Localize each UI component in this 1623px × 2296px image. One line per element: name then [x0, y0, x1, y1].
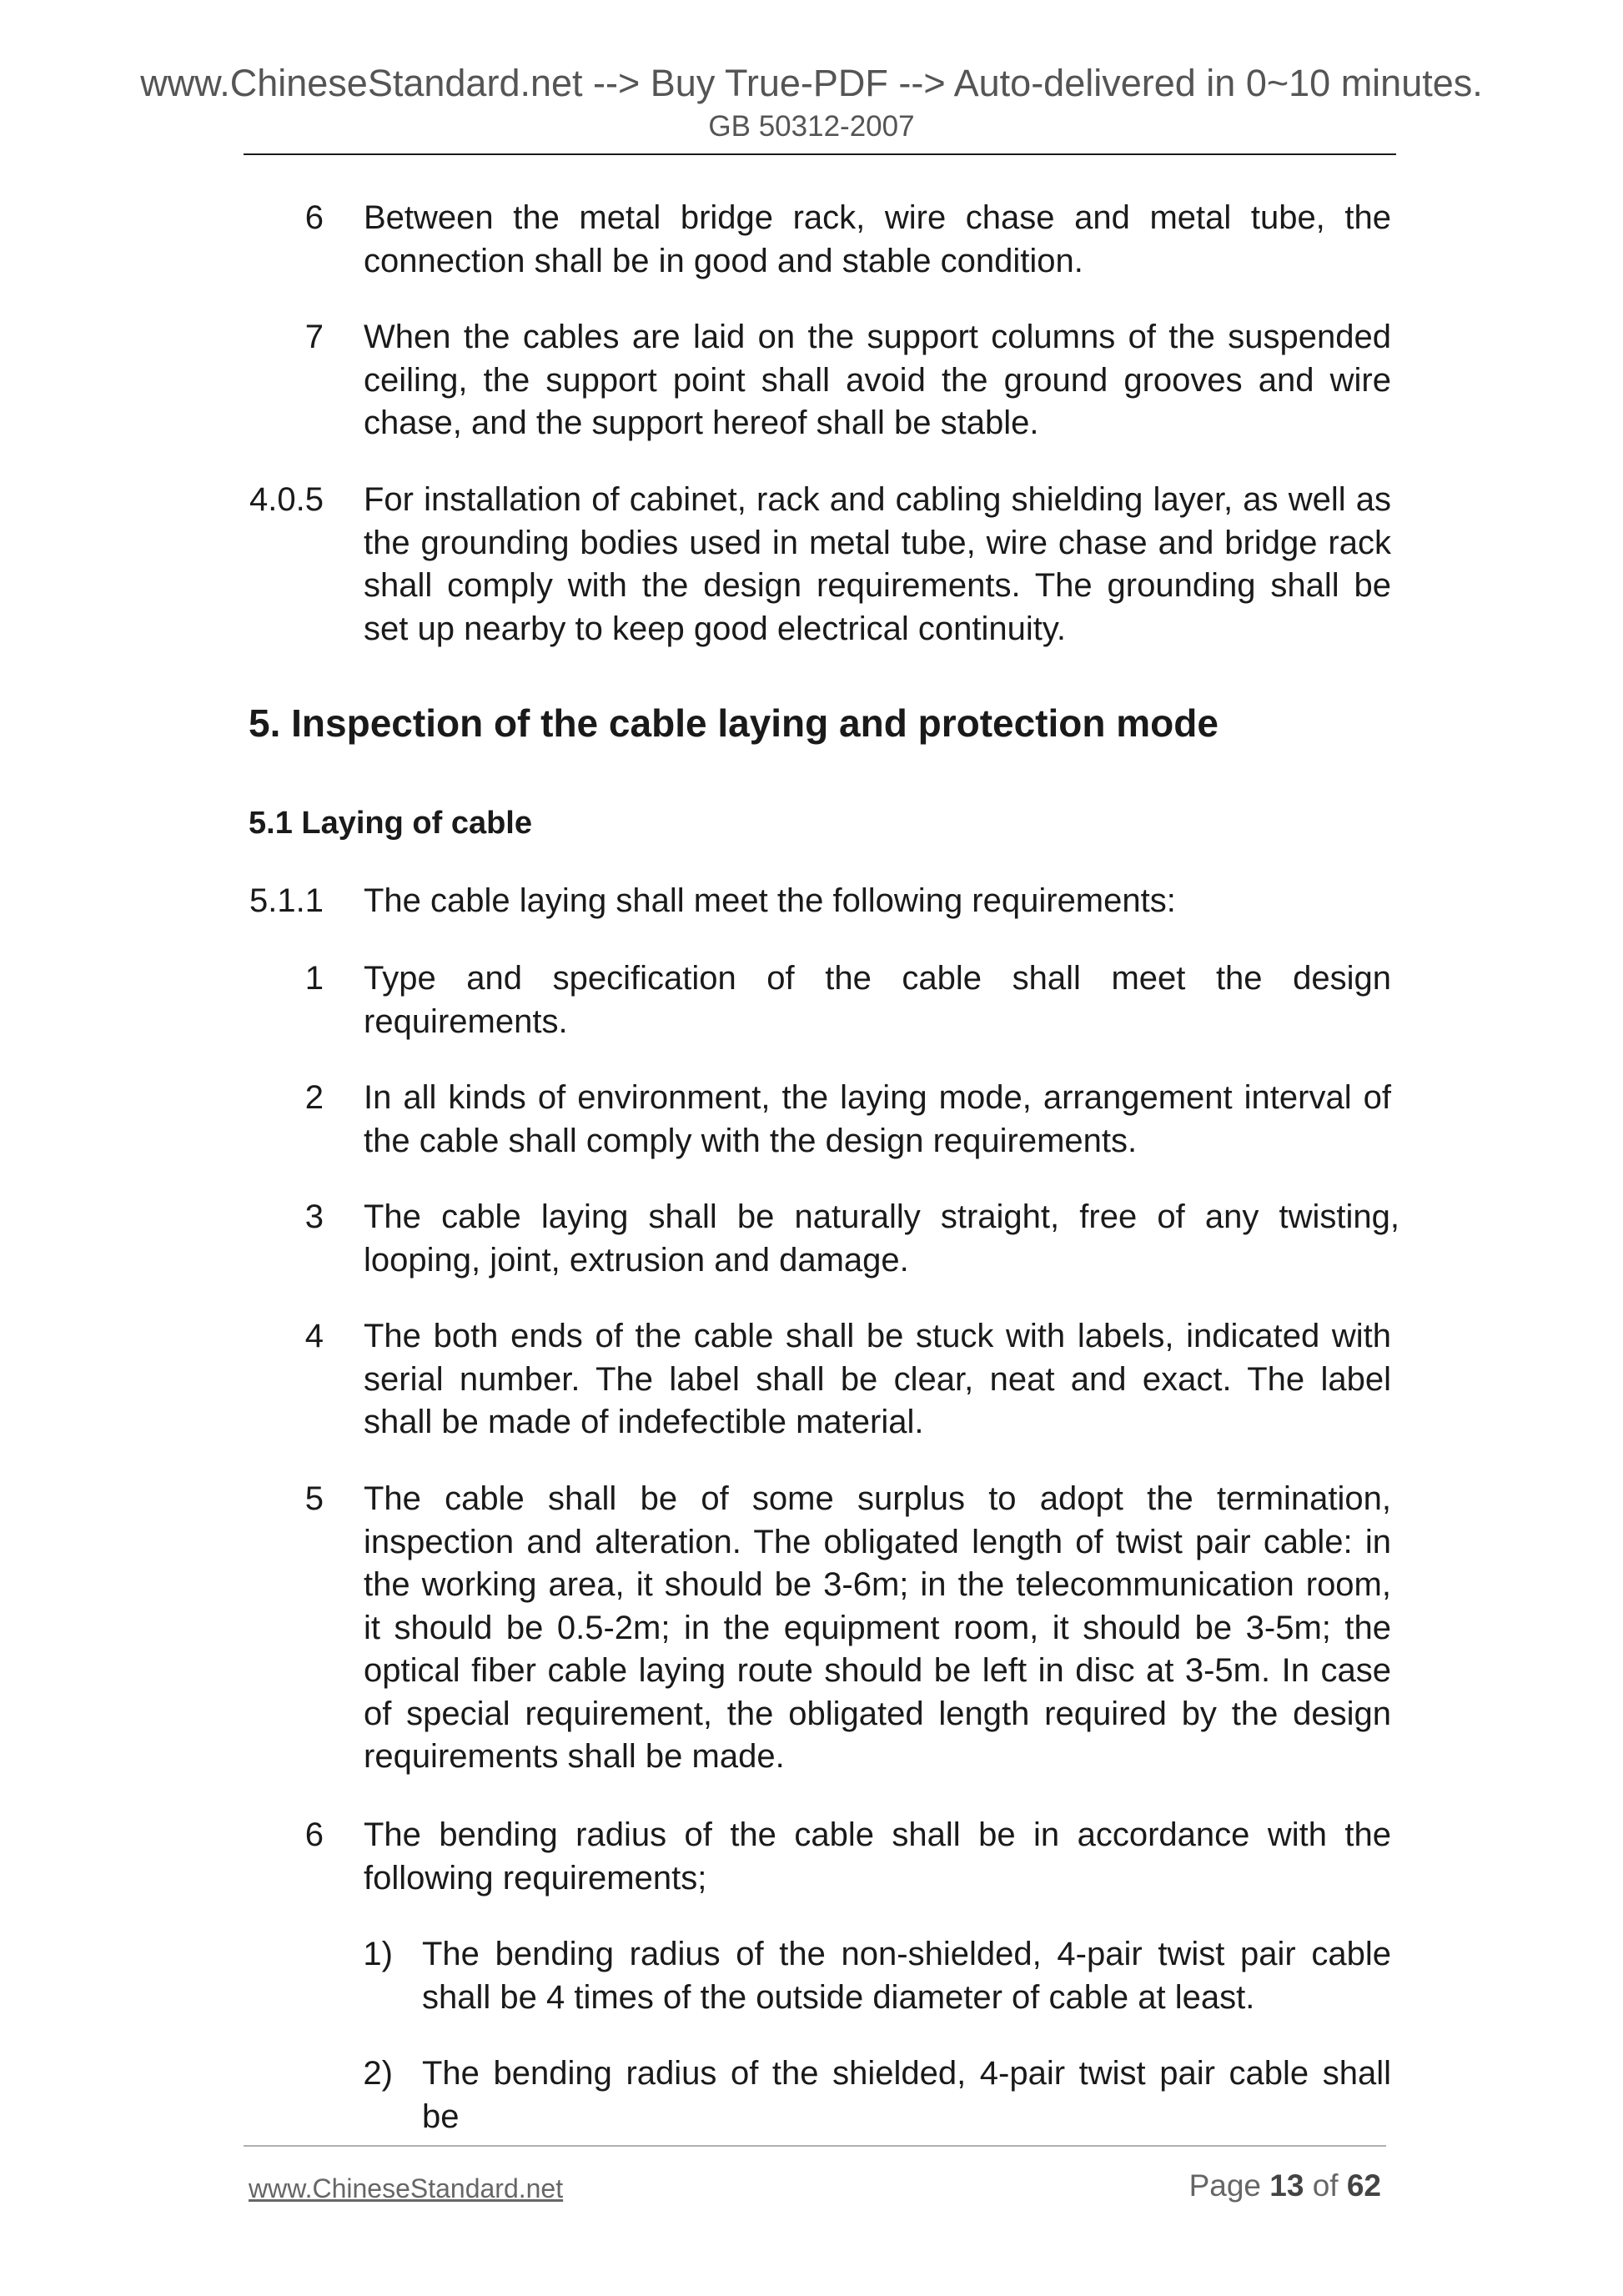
footer-site-link[interactable]: www.ChineseStandard.net	[249, 2173, 564, 2203]
clause-number: 5.1.1	[249, 882, 324, 919]
item-text: Type and specification of the cable shall meet the design requirements.	[364, 960, 1391, 1040]
footer-divider	[244, 2145, 1386, 2147]
item-text: The bending radius of the cable shall be in accordance with the following requirements;	[364, 1816, 1391, 1897]
page-number	[1189, 2168, 1381, 2203]
item-text: Between the metal bridge rack, wire chase and metal tube, the connection shall be in good and stable condition.	[364, 199, 1391, 279]
item-text: When the cables are laid on the support columns of the suspended ceiling, the support point shall avoid the ground grooves and wire chase, and the support hereof shall be stable.	[364, 319, 1391, 441]
clause-number: 4.0.5	[249, 481, 324, 518]
item-text: The cable shall be of some surplus to adopt the termination, inspection and alteration. The obligated length of twist pair cable: in the working area, it should be 3-6m; in the telecommunication room, it should be 0.5-2m; in the equipment room, it should be 3-5m; the optical fiber cable laying route should be left in disc at 3-5m. In case of special requirement, the obligated length required by the design requirements shall be made.	[364, 1480, 1391, 1775]
standard-code: GB 50312-2007	[708, 110, 915, 143]
item-number: 1	[304, 960, 324, 997]
total-pages: 62	[1346, 2168, 1381, 2203]
item-text: The cable laying shall be naturally straight, free of any twisting, looping, joint, extrusion and damage.	[364, 1198, 1399, 1279]
header-banner[interactable]: www.ChineseStandard.net --> Buy True-PDF --> Auto-delivered in 0~10 minutes.	[140, 62, 1483, 104]
page-of-label: of	[1312, 2168, 1339, 2203]
sub-item-text: The bending radius of the non-shielded, 4-pair twist pair cable shall be 4 times of the outside diameter of cable at least.	[422, 1936, 1391, 2016]
item-number: 6	[304, 1816, 324, 1853]
clause-text: The cable laying shall meet the following requirements:	[364, 882, 1176, 919]
item-number: 5	[304, 1480, 324, 1517]
current-page: 13	[1269, 2168, 1304, 2203]
item-number: 2	[304, 1079, 324, 1116]
item-text: The both ends of the cable shall be stuck with labels, indicated with serial number. The label shall be clear, neat and exact. The label shall be made of indefectible material.	[364, 1318, 1391, 1440]
item-text: In all kinds of environment, the laying mode, arrangement interval of the cable shall comply with the design requirements.	[364, 1079, 1391, 1159]
sub-item-number: 2)	[363, 2055, 393, 2092]
item-number: 7	[304, 319, 324, 355]
section-heading: 5. Inspection of the cable laying and protection mode	[249, 701, 1219, 745]
sub-item-number: 1)	[363, 1936, 393, 1972]
page-label: Page	[1188, 2168, 1261, 2203]
item-number: 3	[304, 1198, 324, 1235]
item-number: 6	[304, 199, 324, 236]
sub-item-text: The bending radius of the shielded, 4-pair twist pair cable shall be	[422, 2055, 1391, 2135]
item-number: 4	[304, 1318, 324, 1354]
header-divider	[244, 153, 1396, 155]
clause-text: For installation of cabinet, rack and cabling shielding layer, as well as the grounding bodies used in metal tube, wire chase and bridge rack shall comply with the design requirements. The grounding shall be set up nearby to keep good electrical continuity.	[364, 481, 1391, 647]
header-block	[0, 60, 1623, 145]
subsection-heading: 5.1 Laying of cable	[249, 806, 532, 841]
